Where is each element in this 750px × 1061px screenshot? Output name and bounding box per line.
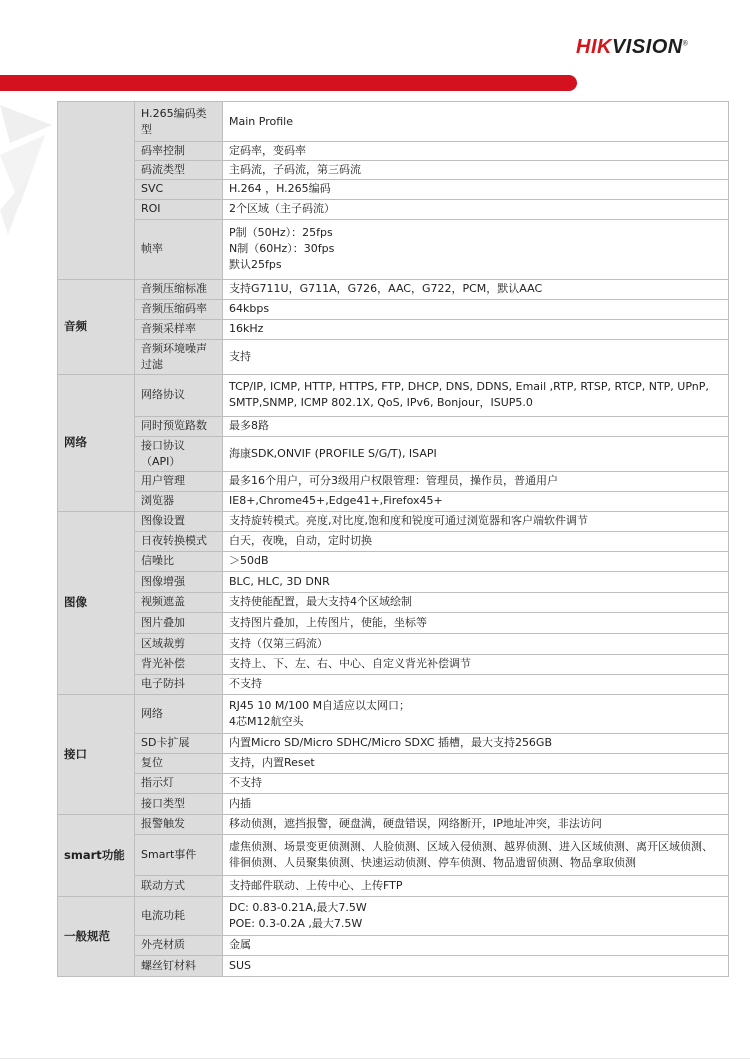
spec-row xyxy=(58,416,729,436)
spec-value-line: POE: 0.3-0.2A ,最大7.5W xyxy=(229,916,363,930)
spec-row xyxy=(58,955,729,976)
spec-value-line: 主码流，子码流，第三码流 xyxy=(229,162,361,176)
spec-row xyxy=(58,319,729,339)
spec-value-line: 16kHz xyxy=(229,322,264,336)
spec-name-cell: 背光补偿 xyxy=(135,654,223,674)
spec-value-cell xyxy=(223,875,729,896)
spec-name-cell: 电子防抖 xyxy=(135,674,223,694)
spec-value-cell xyxy=(223,491,729,511)
spec-value-line: 金属 xyxy=(229,938,251,952)
spec-value-cell xyxy=(223,935,729,955)
spec-value-line: 最多16个用户，可分3级用户权限管理：管理员，操作员，普通用户 xyxy=(229,474,558,488)
spec-value-line: 支持图片叠加，上传图片，使能，坐标等 xyxy=(229,615,427,629)
spec-row xyxy=(58,471,729,491)
spec-row xyxy=(58,339,729,374)
spec-row xyxy=(58,935,729,955)
header-red-bar xyxy=(0,75,577,91)
spec-value-line: SMTP,SNMP, ICMP 802.1X, QoS, IPv6, Bonjour，ISUP5.0 xyxy=(229,396,533,410)
category-cell: 网络 xyxy=(58,374,135,511)
spec-value-cell xyxy=(223,896,729,935)
spec-value-line: 支持，内置Reset xyxy=(229,756,315,770)
spec-value-line: 移动侦测，遮挡报警，硬盘满，硬盘错误，网络断开，IP地址冲突，非法访问 xyxy=(229,817,602,831)
spec-row xyxy=(58,834,729,875)
category-cell: 图像 xyxy=(58,511,135,694)
spec-row xyxy=(58,773,729,793)
spec-name-cell: ROI xyxy=(135,199,223,219)
spec-name-cell: 日夜转换模式 xyxy=(135,531,223,551)
spec-value-line: 支持旋转模式。亮度,对比度,饱和度和锐度可通过浏览器和客户端软件调节 xyxy=(229,514,588,528)
spec-row xyxy=(58,374,729,416)
spec-value-line: ＞50dB xyxy=(229,554,269,568)
spec-name-cell: 视频遮盖 xyxy=(135,592,223,612)
spec-row xyxy=(58,160,729,179)
spec-value-line: N制（60Hz）：30fps xyxy=(229,242,335,256)
spec-name-cell: 码流类型 xyxy=(135,160,223,179)
spec-value-line: 不支持 xyxy=(229,776,262,790)
spec-value-cell xyxy=(223,592,729,612)
spec-value-cell xyxy=(223,694,729,733)
spec-row xyxy=(58,102,729,142)
spec-table xyxy=(57,101,729,977)
spec-row xyxy=(58,436,729,471)
spec-value-line: 白天，夜晚，自动，定时切换 xyxy=(229,534,372,548)
spec-value-line: 支持上、下、左、右、中心、自定义背光补偿调节 xyxy=(229,657,471,671)
spec-value-cell xyxy=(223,160,729,179)
spec-row xyxy=(58,694,729,733)
spec-value-cell xyxy=(223,279,729,299)
spec-value-cell xyxy=(223,571,729,592)
spec-value-cell xyxy=(223,416,729,436)
spec-name-cell: 接口类型 xyxy=(135,793,223,814)
spec-name-cell: 网络协议 xyxy=(135,374,223,416)
category-cell: smart功能 xyxy=(58,814,135,896)
spec-row xyxy=(58,511,729,531)
spec-value-cell xyxy=(223,793,729,814)
category-cell: 一般规范 xyxy=(58,896,135,976)
spec-name-cell: 联动方式 xyxy=(135,875,223,896)
spec-row xyxy=(58,531,729,551)
spec-value-line: 支持（仅第三码流） xyxy=(229,636,328,650)
spec-name-cell: 图像增强 xyxy=(135,571,223,592)
spec-value-line: 4芯M12航空头 xyxy=(229,714,304,728)
spec-value-cell xyxy=(223,674,729,694)
spec-value-line: 支持使能配置，最大支持4个区域绘制 xyxy=(229,595,412,609)
spec-value-cell xyxy=(223,955,729,976)
spec-value-line: 支持邮件联动、上传中心、上传FTP xyxy=(229,878,403,892)
spec-row xyxy=(58,633,729,654)
spec-value-line: 内置Micro SD/Micro SDHC/Micro SDXC 插槽，最大支持256GB xyxy=(229,736,553,750)
spec-value-line: BLC, HLC, 3D DNR xyxy=(229,574,330,588)
spec-name-cell: 外壳材质 xyxy=(135,935,223,955)
spec-value-line: TCP/IP, ICMP, HTTP, HTTPS, FTP, DHCP, DNS, DDNS, Email ,RTP, RTSP, RTCP, NTP, UPnP, xyxy=(229,380,709,394)
brand-logo xyxy=(576,36,688,59)
spec-name-cell: H.265编码类型 xyxy=(135,102,223,142)
spec-name-cell: 音频压缩码率 xyxy=(135,299,223,319)
spec-row xyxy=(58,179,729,199)
spec-value-cell xyxy=(223,102,729,142)
spec-name-cell: 指示灯 xyxy=(135,773,223,793)
spec-value-line: 不支持 xyxy=(229,677,262,691)
bottom-rule xyxy=(0,1058,750,1059)
spec-name-cell: 图像设置 xyxy=(135,511,223,531)
spec-value-cell xyxy=(223,773,729,793)
spec-value-line: 虚焦侦测、场景变更侦测测、人脸侦测、区域入侵侦测、越界侦测、进入区域侦测、离开区域侦测、 xyxy=(229,839,713,853)
spec-name-cell: SVC xyxy=(135,179,223,199)
spec-name-cell: 电流功耗 xyxy=(135,896,223,935)
spec-name-cell: Smart事件 xyxy=(135,834,223,875)
spec-name-cell: 区域裁剪 xyxy=(135,633,223,654)
spec-name-cell: 网络 xyxy=(135,694,223,733)
spec-value-cell xyxy=(223,814,729,834)
spec-row xyxy=(58,142,729,161)
spec-value-line: 徘徊侦测、人员聚集侦测、快速运动侦测、停车侦测、物品遗留侦测、物品拿取侦测 xyxy=(229,855,636,869)
spec-row xyxy=(58,875,729,896)
spec-value-cell xyxy=(223,654,729,674)
spec-name-cell: 螺丝钉材料 xyxy=(135,955,223,976)
spec-name-cell: 帧率 xyxy=(135,219,223,279)
spec-row xyxy=(58,299,729,319)
spec-name-cell: 用户管理 xyxy=(135,471,223,491)
spec-row xyxy=(58,491,729,511)
spec-value-line: H.264 ，H.265编码 xyxy=(229,182,331,196)
spec-row xyxy=(58,612,729,633)
spec-value-cell xyxy=(223,436,729,471)
spec-value-cell xyxy=(223,179,729,199)
spec-value-line: 定码率，变码率 xyxy=(229,144,306,157)
spec-value-line: 最多8路 xyxy=(229,419,269,433)
spec-name-cell: 接口协议（API） xyxy=(135,436,223,471)
category-cell: 接口 xyxy=(58,694,135,814)
spec-value-line: 2个区域（主子码流） xyxy=(229,202,335,216)
spec-value-cell xyxy=(223,633,729,654)
spec-name-cell: 音频采样率 xyxy=(135,319,223,339)
spec-row xyxy=(58,571,729,592)
spec-value-line: SUS xyxy=(229,958,252,972)
spec-row xyxy=(58,753,729,773)
spec-value-line: RJ45 10 M/100 M自适应以太网口； xyxy=(229,698,411,712)
brand-logo-vision: VISION xyxy=(611,36,683,58)
spec-value-line: 64kbps xyxy=(229,302,270,316)
spec-value-cell xyxy=(223,374,729,416)
spec-row xyxy=(58,592,729,612)
spec-name-cell: 音频环境噪声过滤 xyxy=(135,339,223,374)
category-cell: 音频 xyxy=(58,279,135,374)
spec-name-cell: 音频压缩标准 xyxy=(135,279,223,299)
spec-value-line: Main Profile xyxy=(229,114,293,128)
spec-name-cell: SD卡扩展 xyxy=(135,733,223,753)
spec-value-line: DC: 0.83-0.21A,最大7.5W xyxy=(229,900,367,914)
spec-value-cell xyxy=(223,612,729,633)
spec-value-cell xyxy=(223,753,729,773)
watermark-decoration xyxy=(0,95,60,235)
spec-row xyxy=(58,551,729,571)
spec-name-cell: 同时预览路数 xyxy=(135,416,223,436)
spec-row xyxy=(58,674,729,694)
spec-name-cell: 报警触发 xyxy=(135,814,223,834)
spec-value-cell xyxy=(223,551,729,571)
spec-name-cell: 码率控制 xyxy=(135,142,223,161)
spec-row xyxy=(58,199,729,219)
brand-logo-hik: HIK xyxy=(576,36,612,58)
spec-value-line: 内插 xyxy=(229,796,251,810)
spec-name-cell: 浏览器 xyxy=(135,491,223,511)
spec-row xyxy=(58,654,729,674)
spec-value-cell xyxy=(223,339,729,374)
spec-row xyxy=(58,793,729,814)
spec-value-line: 海康SDK,ONVIF (PROFILE S/G/T), ISAPI xyxy=(229,446,437,460)
spec-table-body xyxy=(58,102,729,977)
spec-row xyxy=(58,896,729,935)
spec-value-cell xyxy=(223,733,729,753)
spec-value-line: 默认25fps xyxy=(229,258,282,272)
registered-mark: ® xyxy=(682,40,689,48)
spec-value-cell xyxy=(223,142,729,161)
spec-value-line: P制（50Hz）：25fps xyxy=(229,226,333,240)
spec-value-cell xyxy=(223,834,729,875)
spec-value-line: IE8+,Chrome45+,Edge41+,Firefox45+ xyxy=(229,494,443,508)
spec-value-cell xyxy=(223,531,729,551)
spec-row xyxy=(58,219,729,279)
spec-value-line: 支持 xyxy=(229,349,251,363)
spec-value-cell xyxy=(223,471,729,491)
spec-value-cell xyxy=(223,299,729,319)
category-cell xyxy=(58,102,135,280)
spec-row xyxy=(58,814,729,834)
spec-row xyxy=(58,279,729,299)
spec-name-cell: 复位 xyxy=(135,753,223,773)
spec-name-cell: 信噪比 xyxy=(135,551,223,571)
spec-name-cell: 图片叠加 xyxy=(135,612,223,633)
spec-value-cell xyxy=(223,199,729,219)
spec-value-cell xyxy=(223,219,729,279)
spec-row xyxy=(58,733,729,753)
spec-value-line: 支持G711U，G711A，G726，AAC，G722，PCM，默认AAC xyxy=(229,282,543,296)
spec-value-cell xyxy=(223,319,729,339)
spec-value-cell xyxy=(223,511,729,531)
